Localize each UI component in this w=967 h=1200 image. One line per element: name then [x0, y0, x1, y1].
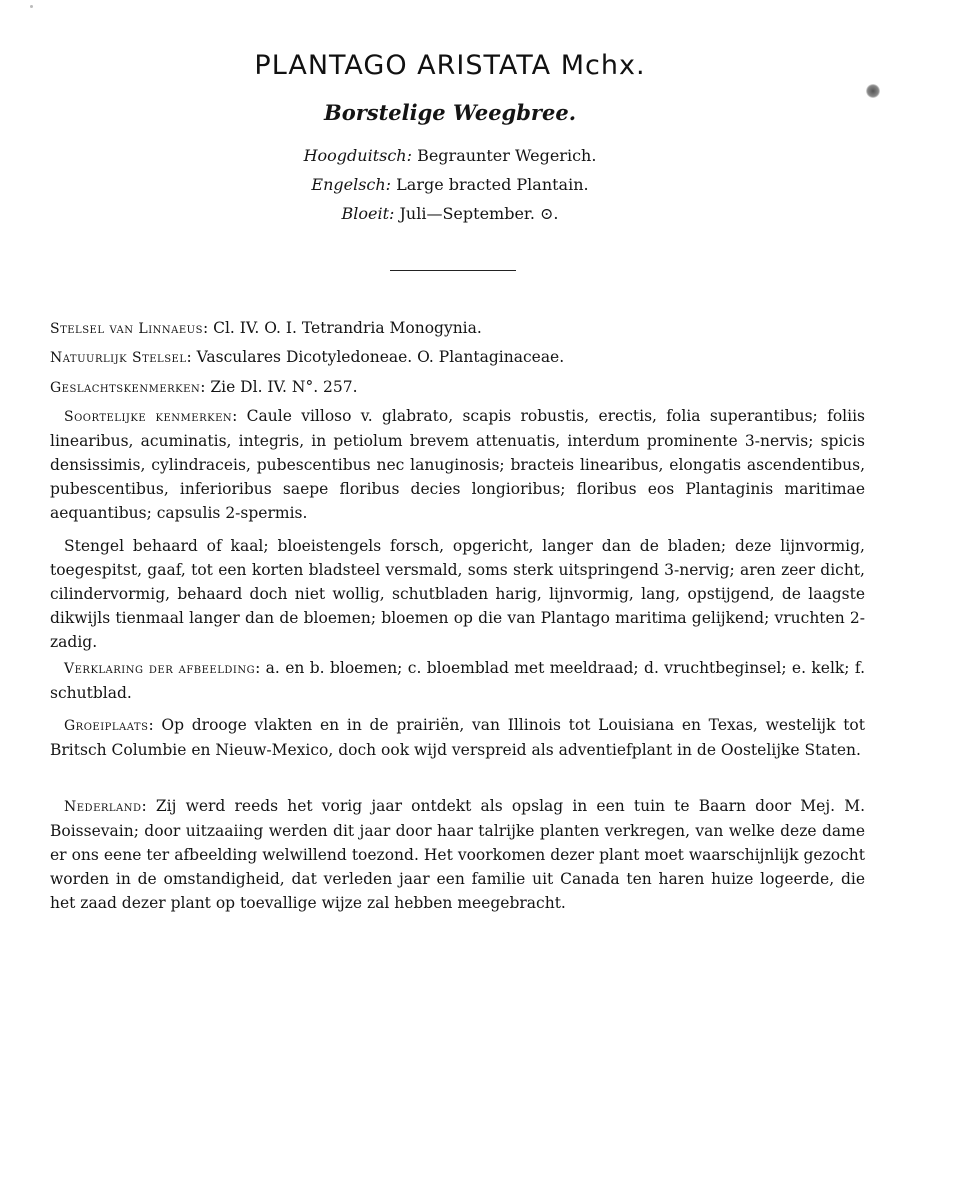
section-nederland [50, 794, 865, 915]
section-text: : Vasculares Dicotyledoneae. O. Plantaginaceae. [186, 348, 565, 366]
name-label: Hoogduitsch: [303, 146, 412, 165]
name-label: Bloeit: [341, 204, 395, 223]
name-value: Juli—September. ⊙. [399, 204, 559, 223]
section-natuurlijk [50, 345, 865, 370]
section-linnaeus [50, 316, 865, 341]
section-label: Groeiplaats [64, 718, 149, 734]
section-label: Nederland [64, 799, 142, 815]
page-title: PLANTAGO ARISTATA Mchx. [254, 50, 646, 81]
ink-blot [866, 84, 880, 98]
section-text: Stengel behaard of kaal; bloeistengels forsch, opgericht, langer dan de bladen; deze lijnvormig, toegespitst, gaaf, tot een korten bladsteel versmald, soms sterk uitspringend 3-nervig; aren zeer dicht, cilindervormig, behaard doch niet wollig, schutbladen harig, lijnvormig, lang, opstijgend, de laagste dikwijls tienmaal langer dan de bloemen; bloemen op die van Plantago maritima gelijkend; vruchten 2-zadig. [50, 537, 865, 651]
section-stengel [50, 534, 865, 654]
section-label: Soortelijke kenmerken [64, 409, 233, 425]
section-text: : a. en b. bloemen; c. bloemblad met meeldraad; d. vruchtbeginsel; e. kelk; f. schutblad. [50, 659, 865, 702]
name-value: Begraunter Wegerich. [417, 146, 597, 165]
name-english [0, 175, 900, 194]
section-text: : Op drooge vlakten en in de prairiën, van Illinois tot Louisiana en Texas, westelijk tot Britsch Columbie en Nieuw-Mexico, doch ook wijd verspreid als adventiefplant in de Oostelijke Staten. [50, 716, 865, 759]
section-text: : Cl. IV. O. I. Tetrandria Monogynia. [202, 319, 482, 337]
section-label: Geslachtskenmerken [50, 380, 201, 396]
name-value: Large bracted Plantain. [396, 175, 589, 194]
section-label: Verklaring der afbeelding [64, 661, 256, 677]
section-text: : Zie Dl. IV. N°. 257. [200, 378, 358, 396]
divider-rule [390, 270, 516, 271]
section-label: Stelsel van Linnaeus [50, 321, 203, 337]
section-soort [50, 404, 865, 525]
section-text: : Caule villoso v. glabrato, scapis robustis, erectis, folia superantibus; foliis linearibus, acuminatis, integris, in petiolum brevem attenuatis, interdum prominente 3-nervis; spicis densissimis, cylindraceis, pubescentibus nec lanuginosis; bracteis linearibus, elongatis ascendentibus, pubescentibus, inferioribus saepe floribus decies longioribus; floribus eos Plantaginis maritimae aequantibus; capsulis 2-spermis. [50, 407, 865, 522]
section-label: Natuurlijk Stelsel [50, 350, 187, 366]
section-groeiplaats [50, 713, 865, 762]
section-verklaring [50, 656, 865, 705]
section-text: : Zij werd reeds het vorig jaar ontdekt als opslag in een tuin te Baarn door Mej. M. Boissevain; door uitzaaiing werden dit jaar door haar talrijke planten verkregen, van welke deze dame er ons eene ter afbeelding welwillend toezond. Het voorkomen dezer plant moet waarschijnlijk gezocht worden in de omstandigheid, dat verleden jaar een familie uit Canada ten haren huize logeerde, die het zaad dezer plant op toevallige wijze zal hebben meegebracht. [50, 797, 865, 912]
speck-mark [30, 5, 33, 8]
name-german [0, 146, 900, 165]
dutch-name: Borstelige Weegbree. [323, 100, 577, 125]
name-label: Engelsch: [311, 175, 392, 194]
flowering-period [0, 204, 900, 223]
section-geslacht [50, 375, 865, 400]
